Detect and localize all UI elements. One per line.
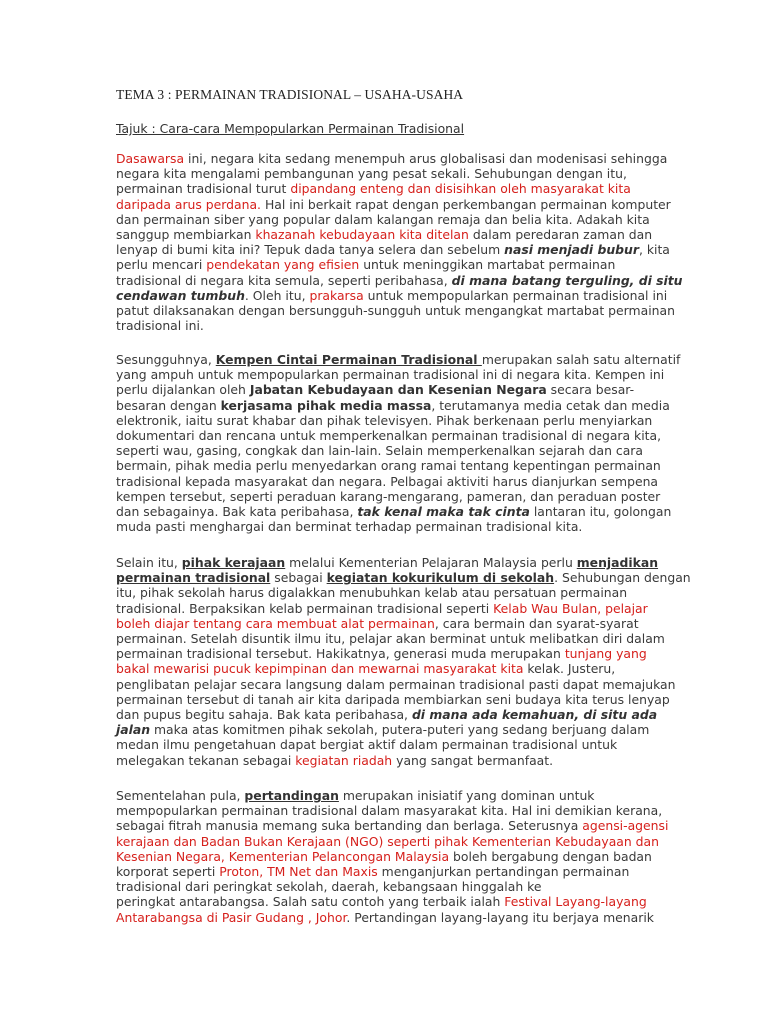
text-line: tradisional ini.: [116, 318, 204, 334]
text-span: secara besar-: [546, 382, 635, 398]
text-span: , terutamanya media cetak dan media: [431, 397, 670, 413]
text-line: [116, 181, 676, 196]
text-line: [116, 352, 681, 367]
text-line: [116, 864, 676, 879]
text-span: yang sangat bermanfaat.: [392, 752, 554, 768]
text-line: bermain, pihak media perlu menyedarkan orang ramai tentang kepentingan permainan: [116, 458, 661, 474]
text-span: permainan tradisional turut: [116, 181, 291, 197]
text-span: boleh bergabung dengan badan: [449, 848, 652, 864]
text-line: muda pasti menghargai dan berminat terhadap permainan tradisional kita.: [116, 519, 583, 535]
document-title: TEMA 3 : PERMAINAN TRADISIONAL – USAHA-USAHA: [116, 87, 464, 102]
emphasis-text: permainan tradisional: [116, 570, 271, 586]
text-span: tradisional di negara kita semula, seperti peribahasa,: [116, 272, 452, 288]
text-line: [116, 272, 683, 288]
emphasis-text: kerjasama pihak media massa: [220, 397, 432, 413]
highlight-text: Kelab Wau Bulan, pelajar: [493, 600, 648, 616]
emphasis-text: jalan: [116, 722, 151, 738]
text-span: , cara bermain dan syarat-syarat: [434, 615, 639, 631]
text-span: untuk mempopularkan permainan tradisional ini: [363, 287, 668, 303]
text-span: tradisional. Berpaksikan kelab permainan tradisional seperti: [116, 600, 494, 616]
text-line: [116, 910, 676, 925]
text-span: Sementelahan pula,: [116, 788, 245, 803]
text-span: sanggup membiarkan: [116, 227, 256, 243]
text-line: [116, 788, 676, 803]
highlight-text: khazanah kebudayaan kita ditelan: [255, 227, 469, 243]
text-span: . Sehubungan dengan: [554, 570, 691, 586]
emphasis-text: pertandingan: [244, 788, 339, 803]
emphasis-text: cendawan tumbuh: [116, 287, 245, 303]
text-line: [116, 894, 676, 909]
emphasis-text: nasi menjadi bubur: [504, 242, 639, 258]
highlight-text: boleh diajar tentang cara membuat alat permainan: [116, 615, 435, 631]
highlight-text: , Johor: [303, 909, 347, 925]
text-line: [116, 661, 676, 676]
text-span: , kita: [638, 242, 670, 258]
emphasis-text: di mana ada kemahuan, di situ ada: [411, 707, 658, 723]
highlight-text: pendekatan yang efisien: [206, 257, 360, 273]
text-line: seperti wau, gasing, congkak dan lain-lain. Selain memperkenalkan sejarah dan cara: [116, 443, 643, 459]
highlight-text: prakarsa: [309, 287, 364, 303]
text-line: [116, 227, 676, 242]
highlight-text: daripada arus perdana.: [116, 196, 261, 212]
text-line: [116, 288, 676, 303]
text-line: dokumentari dan rencana untuk memperkenalkan permainan tradisional di negara kita,: [116, 428, 662, 444]
text-line: medan ilmu pengetahuan dapat bergiat aktif dalam permainan tradisional untuk: [116, 737, 618, 753]
text-line: tradisional dari peringkat sekolah, daerah, kebangsaan hinggalah ke: [116, 879, 542, 895]
text-span: Sesungguhnya,: [116, 352, 216, 367]
text-span: menganjurkan pertandingan permainan: [377, 864, 630, 880]
text-line: penglibatan pelajar secara langsung dalam permainan tradisional pasti dapat memajukan: [116, 676, 676, 692]
paragraph-1: [116, 151, 683, 334]
highlight-text: kegiatan riadah: [295, 752, 393, 768]
text-line: [116, 722, 676, 737]
text-line: negara kita mengalami pembangunan yang pesat sekali. Sehubungan dengan itu,: [116, 166, 627, 182]
text-line: tradisional kepada masyarakat dan negara. Pelbagai aktiviti harus dianjurkan sempena: [116, 473, 659, 489]
text-line: kempen tersebut, seperti peraduan karang-mengarang, pameran, dan peraduan poster: [116, 488, 661, 504]
emphasis-text: tak kenal maka tak cinta: [357, 504, 530, 520]
text-line: [116, 753, 676, 768]
text-span: melalui Kementerian Pelajaran Malaysia perlu: [285, 555, 577, 570]
text-line: [116, 555, 676, 570]
highlight-text: Kesenian Negara, Kementerian Pelancongan Malaysia: [116, 848, 450, 864]
text-span: . Oleh itu,: [244, 287, 310, 303]
text-span: sebagai fitrah manusia memang suka bertanding dan berlaga. Seterusnya: [116, 818, 583, 834]
emphasis-text: di mana batang terguling, di situ: [451, 272, 683, 288]
text-line: [116, 151, 676, 166]
emphasis-text: Jabatan Kebudayaan dan Kesenian Negara: [249, 382, 547, 398]
text-span: . Pertandingan layang-layang itu berjaya menarik: [346, 909, 654, 925]
paragraph-2: [116, 352, 681, 535]
text-span: ini, negara kita sedang menempuh arus globalisasi dan modenisasi sehingga: [184, 151, 668, 166]
text-span: untuk meninggikan martabat permainan: [359, 257, 616, 273]
text-span: permainan tradisional tersebut. Hakikatnya, generasi muda merupakan: [116, 646, 565, 662]
text-line: [116, 849, 676, 864]
text-line: [116, 242, 676, 257]
text-span: perlu mencari: [116, 257, 207, 273]
text-line: [116, 257, 676, 272]
text-line: [116, 616, 676, 631]
paragraph-4: [116, 788, 676, 925]
text-span: korporat seperti: [116, 864, 220, 880]
text-span: perlu dijalankan oleh: [116, 382, 250, 398]
highlight-text: Festival Layang-layang: [504, 894, 647, 910]
text-span: dan pupus begitu sahaja. Bak kata peribahasa,: [116, 707, 412, 723]
paragraph-3: [116, 555, 691, 768]
text-line: dan permainan siber yang popular dalam kalangan remaja dan belia kita. Adakah kita: [116, 211, 650, 227]
highlight-text: bakal mewarisi pucuk kepimpinan dan mewarnai masyarakat kita: [116, 661, 524, 677]
text-line: [116, 707, 676, 722]
highlight-text: dipandang enteng dan disisihkan oleh masyarakat kita: [290, 181, 631, 197]
text-span: sebagai: [270, 570, 327, 586]
text-line: [116, 504, 676, 519]
highlight-text: agensi-agensi: [582, 818, 669, 834]
text-line: patut dilaksanakan dengan bersungguh-sungguh untuk mengangkat martabat permainan: [116, 303, 675, 319]
highlight-text: Dasawarsa: [116, 151, 185, 166]
text-span: peringkat antarabangsa. Salah satu contoh yang terbaik ialah: [116, 894, 505, 910]
highlight-text: tunjang yang: [564, 646, 647, 662]
emphasis-text: pihak kerajaan: [181, 555, 286, 570]
text-span: melegakan tekanan sebagai: [116, 752, 296, 768]
text-span: merupakan salah satu alternatif: [481, 352, 681, 367]
text-line: [116, 570, 691, 586]
text-span: besaran dengan: [116, 397, 221, 413]
text-line: [116, 398, 676, 413]
text-line: mempopularkan permainan tradisional dalam masyarakat kita. Hal ini demikian kerana,: [116, 803, 663, 819]
text-line: [116, 818, 676, 833]
text-line: [116, 197, 676, 212]
emphasis-text: menjadikan: [576, 555, 659, 570]
text-span: Hal ini berkait rapat dengan perkembangan permainan komputer: [261, 196, 671, 212]
text-span: lenyap di bumi kita ini? Tepuk dada tanya selera dan sebelum: [116, 242, 505, 258]
text-span: dalam peredaran zaman dan: [468, 227, 653, 243]
text-line: kerajaan dan Badan Bukan Kerajaan (NGO) seperti pihak Kementerian Kebudayaan dan: [116, 833, 659, 849]
text-span: maka atas komitmen pihak sekolah, putera-puteri yang sedang berjuang dalam: [150, 722, 650, 738]
text-span: Selain itu,: [116, 555, 182, 570]
text-line: [116, 601, 676, 616]
text-span: dan sebagainya. Bak kata peribahasa,: [116, 504, 358, 520]
text-line: [116, 382, 676, 397]
text-line: itu, pihak sekolah harus digalakkan menubuhkan kelab atau persatuan permainan: [116, 585, 628, 601]
text-span: merupakan inisiatif yang dominan untuk: [338, 788, 595, 803]
text-line: permainan tersebut di tanah air kita daripada membiarkan seni budaya kita terus lenyap: [116, 691, 670, 707]
emphasis-text: Kempen Cintai Permainan Tradisional: [215, 352, 482, 367]
highlight-text: Proton, TM Net dan Maxis: [219, 864, 378, 880]
emphasis-text: kegiatan kokurikulum di sekolah: [326, 570, 555, 586]
text-line: elektronik, iaitu surat khabar dan pihak televisyen. Pihak berkenaan perlu menyiarkan: [116, 412, 653, 428]
text-span: lantaran itu, golongan: [529, 504, 672, 520]
text-span: kelak. Justeru,: [523, 661, 616, 677]
highlight-text: Antarabangsa di Pasir Gudang: [116, 909, 304, 925]
text-line: [116, 646, 676, 661]
text-line: yang ampuh untuk mempopularkan permainan tradisional ini di negara kita. Kempen ini: [116, 367, 665, 383]
document-subtitle: Tajuk : Cara-cara Mempopularkan Permainan Tradisional: [116, 121, 465, 136]
text-line: permainan. Setelah disuntik ilmu itu, pelajar akan berminat untuk melibatkan diri dalam: [116, 631, 665, 647]
